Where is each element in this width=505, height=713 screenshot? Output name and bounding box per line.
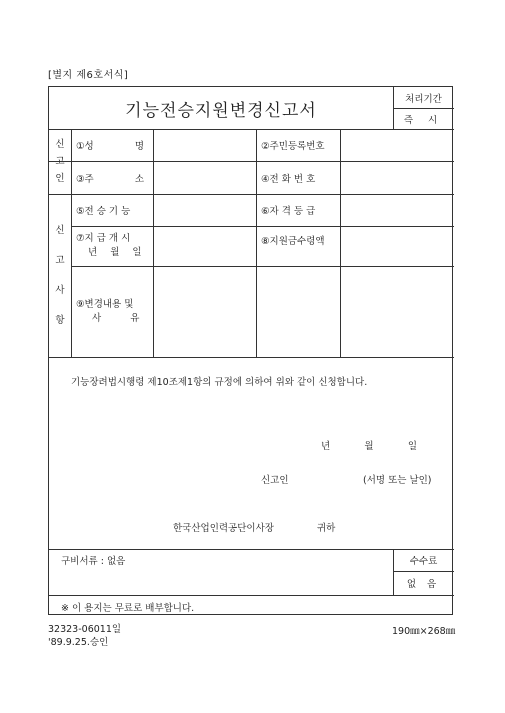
fee-value: 없 음 [406, 579, 441, 590]
date-year-label: 년 [321, 441, 331, 452]
required-documents: 구비서류 : 없음 [61, 556, 126, 567]
form-title: 기능전승지원변경신고서 [125, 100, 317, 121]
phone-field[interactable] [341, 162, 453, 193]
resident-number-field[interactable] [341, 130, 453, 160]
qualification-field[interactable] [341, 195, 453, 225]
divider [49, 595, 454, 596]
free-distribution-notice: ※ 이 용지는 무료로 배부합니다. [61, 603, 195, 614]
processing-period-value: 즉 시 [403, 114, 444, 126]
change-details-field-2[interactable] [257, 267, 339, 356]
change-details-field-3[interactable] [341, 267, 453, 356]
resident-number-label: ②주민등록번호 [261, 141, 325, 152]
address-label: ③주 소 [76, 173, 144, 185]
fee-label: 수수료 [409, 556, 438, 567]
paper-size: 190㎜×268㎜ [392, 626, 456, 637]
signature-note: (서명 또는 날인) [363, 475, 432, 486]
recipient-suffix: 귀하 [317, 523, 336, 534]
processing-period-label: 처리기간 [405, 93, 442, 105]
date-day-label: 일 [407, 441, 417, 452]
payment-start-label: ⑦지 급 개 시 년 월 일 [76, 233, 142, 258]
divider [71, 129, 72, 357]
support-amount-label: ⑧지원금수령액 [261, 236, 325, 247]
change-details-field[interactable] [154, 267, 255, 356]
qualification-label: ⑥자 격 등 급 [261, 206, 316, 217]
reporter-section-label: 신 고 인 [55, 139, 65, 184]
recipient-name: 한국산업인력공단이사장 [173, 523, 274, 534]
declaration-text: 기능장려법시행령 제10조제1항의 규정에 의하여 위와 같이 신청합니다. [71, 377, 368, 388]
support-amount-field[interactable] [341, 227, 453, 265]
date-line [321, 438, 417, 452]
payment-start-field[interactable] [154, 227, 255, 265]
report-form [48, 86, 453, 615]
report-section-label: 신 고 사 항 [55, 224, 65, 326]
date-month-label: 월 [364, 441, 374, 452]
phone-label: ④전 화 번 호 [261, 173, 316, 185]
skill-label: ⑤전 승 기 능 [76, 206, 131, 217]
address-field[interactable] [154, 162, 255, 193]
divider [49, 357, 454, 358]
form-number-label: [별지 제6호서식] [48, 70, 129, 81]
name-field[interactable] [154, 130, 255, 160]
change-details-label: ⑨변경내용 및 사 유 [76, 298, 140, 324]
skill-field[interactable] [154, 195, 255, 225]
form-code: 32323-06011일 '89.9.25.승인 [48, 624, 122, 648]
applicant-label: 신고인 [261, 475, 289, 486]
name-label: ①성 명 [76, 141, 144, 152]
